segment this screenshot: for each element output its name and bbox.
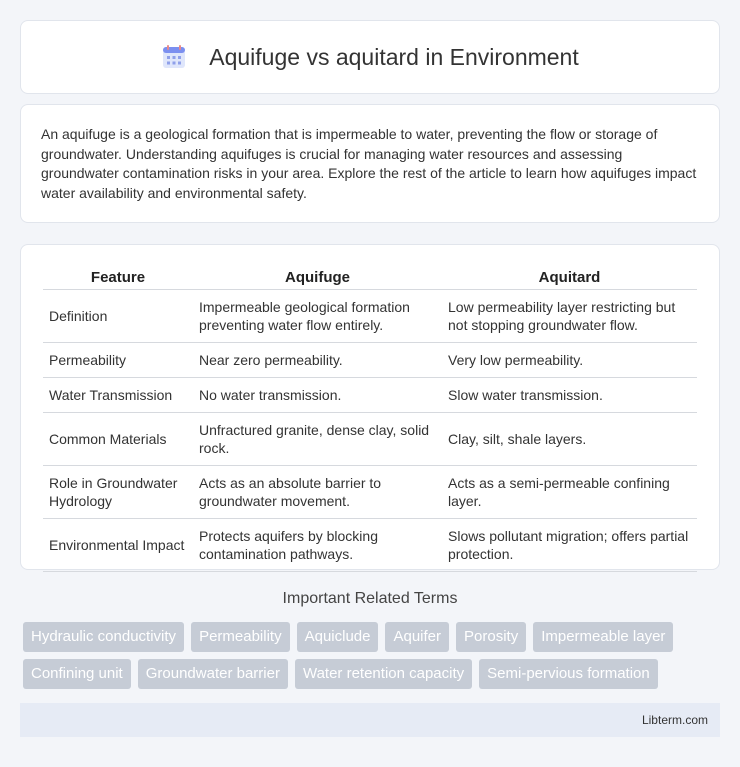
- table-row: [43, 466, 697, 519]
- related-term-tag[interactable]: Semi-pervious formation: [479, 659, 658, 689]
- related-term-tag[interactable]: Hydraulic conductivity: [23, 622, 184, 652]
- related-term-tag[interactable]: Permeability: [191, 622, 290, 652]
- title-card: [20, 20, 720, 94]
- table-cell: Water Transmission: [43, 378, 193, 413]
- table-row: [43, 343, 697, 378]
- intro-card: [20, 104, 720, 223]
- related-term-tag[interactable]: Porosity: [456, 622, 526, 652]
- table-row: [43, 378, 697, 413]
- related-term-tag[interactable]: Groundwater barrier: [138, 659, 288, 689]
- table-header-row: [43, 267, 697, 290]
- table-cell: Environmental Impact: [43, 519, 193, 572]
- related-term-tag[interactable]: Water retention capacity: [295, 659, 472, 689]
- related-term-tag[interactable]: Aquifer: [385, 622, 449, 652]
- related-term-tag[interactable]: Impermeable layer: [533, 622, 673, 652]
- table-cell: Role in Groundwater Hydrology: [43, 466, 193, 519]
- table-cell: Slows pollutant migration; offers partial protection.: [442, 519, 697, 572]
- table-cell: Low permeability layer restricting but not stopping groundwater flow.: [442, 290, 697, 343]
- intro-text: An aquifuge is a geological formation that is impermeable to water, preventing the flow or storage of groundwater. Understanding aquifuges is crucial for managing water resources and assessing groundwater contamination risks in your area. Explore the rest of the article to learn how aquifuges impact water availability and environmental safety.: [41, 126, 697, 201]
- table-cell: Impermeable geological formation preventing water flow entirely.: [193, 290, 442, 343]
- table-cell: Permeability: [43, 343, 193, 378]
- table-cell: Acts as a semi-permeable confining layer.: [442, 466, 697, 519]
- comparison-table: [43, 267, 697, 572]
- table-cell: Acts as an absolute barrier to groundwater movement.: [193, 466, 442, 519]
- column-header: Aquifuge: [193, 267, 442, 290]
- table-cell: Slow water transmission.: [442, 378, 697, 413]
- table-cell: Definition: [43, 290, 193, 343]
- column-header: Aquitard: [442, 267, 697, 290]
- table-cell: Near zero permeability.: [193, 343, 442, 378]
- footer-site-link[interactable]: Libterm.com: [641, 713, 708, 727]
- related-terms-list: [23, 622, 723, 689]
- table-row: [43, 519, 697, 572]
- table-row: [43, 413, 697, 466]
- related-terms-title: Important Related Terms: [282, 590, 458, 607]
- footer: [20, 703, 720, 737]
- table-row: [43, 290, 697, 343]
- table-cell: Common Materials: [43, 413, 193, 466]
- table-cell: Protects aquifers by blocking contamination pathways.: [193, 519, 442, 572]
- table-cell: No water transmission.: [193, 378, 442, 413]
- calendar-icon: [161, 44, 187, 70]
- column-header: Feature: [43, 267, 193, 290]
- table-cell: Very low permeability.: [442, 343, 697, 378]
- table-cell: Clay, silt, shale layers.: [442, 413, 697, 466]
- comparison-table-card: [20, 244, 720, 570]
- related-term-tag[interactable]: Aquiclude: [297, 622, 379, 652]
- related-term-tag[interactable]: Confining unit: [23, 659, 131, 689]
- table-cell: Unfractured granite, dense clay, solid rock.: [193, 413, 442, 466]
- page-title: Aquifuge vs aquitard in Environment: [209, 43, 579, 70]
